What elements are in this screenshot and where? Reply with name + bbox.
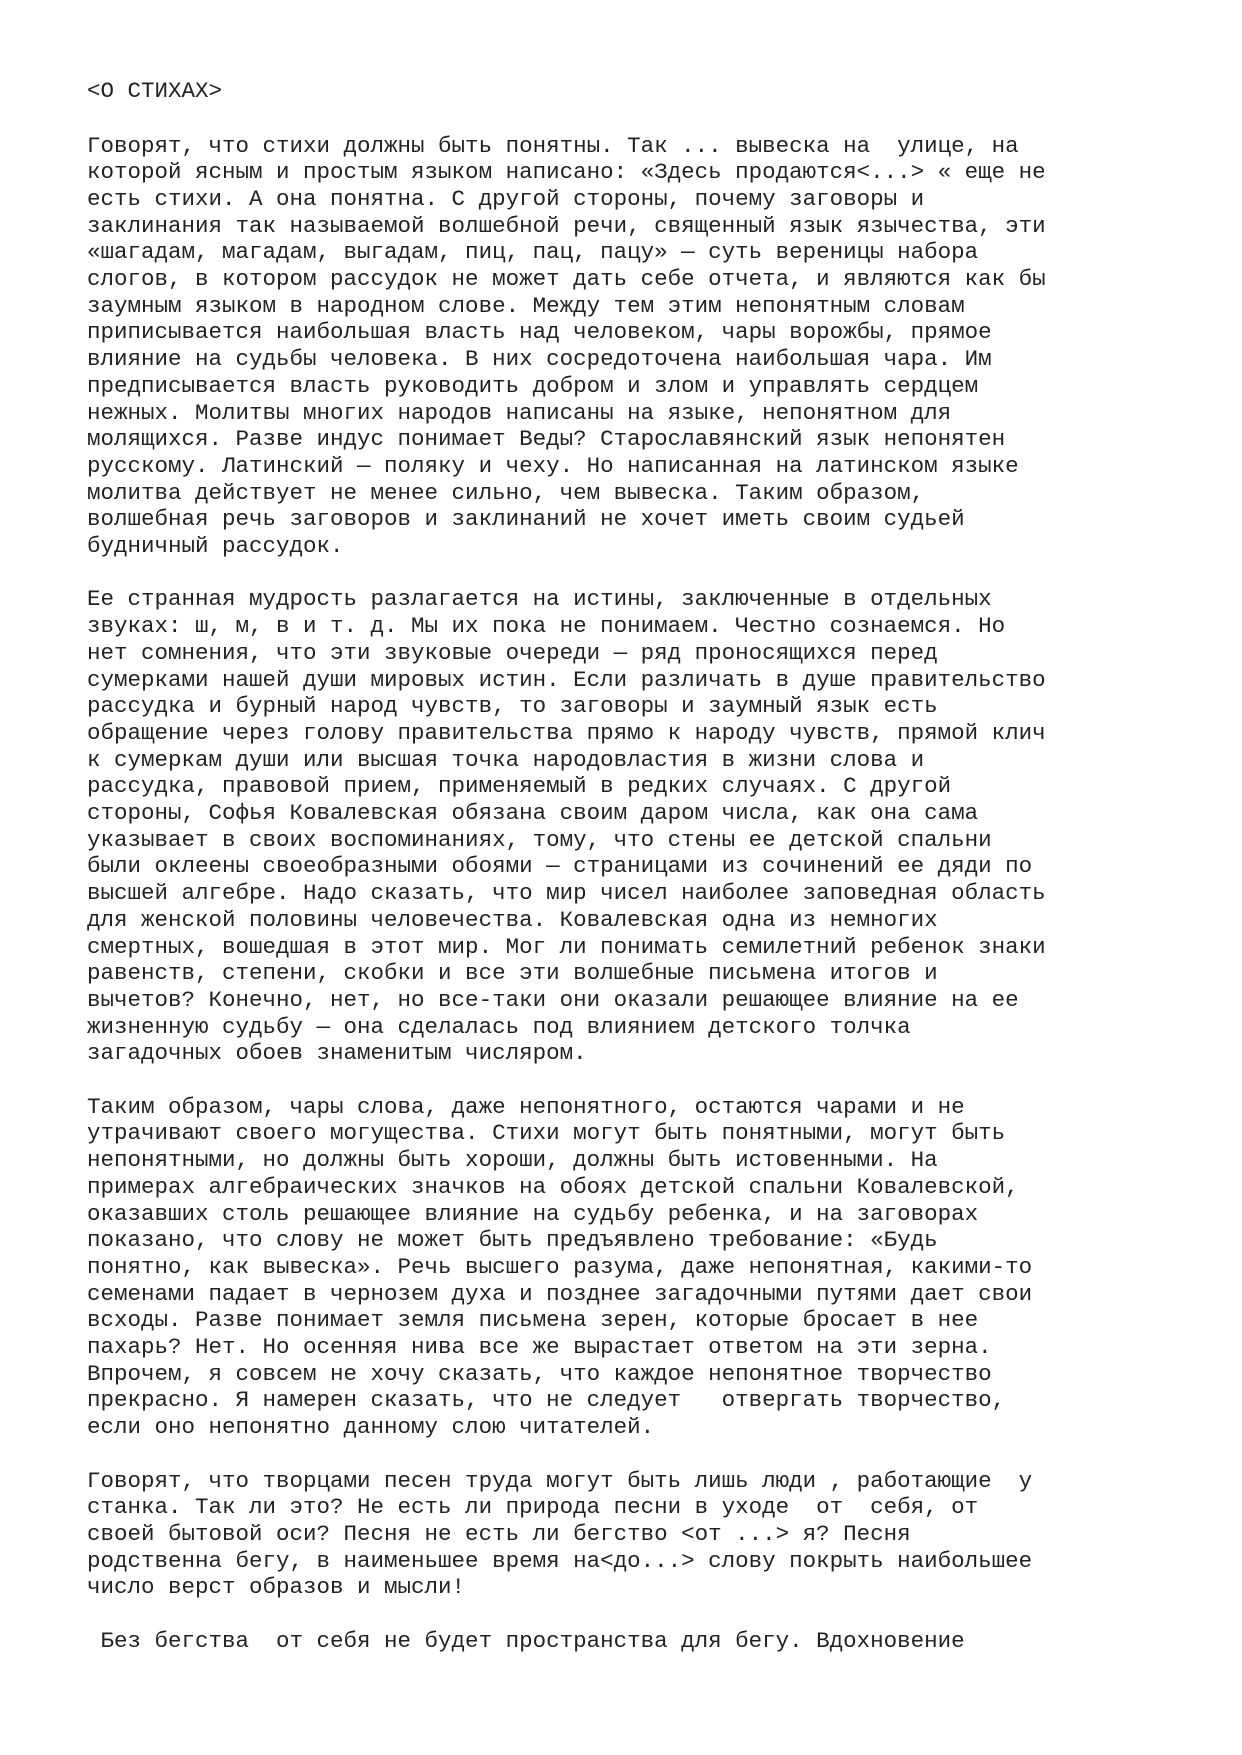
paragraph-1-line: волшебная речь заговоров и заклинаний не хочет иметь своим судьей bbox=[87, 506, 965, 533]
paragraph-3-line: Впрочем, я совсем не хочу сказать, что каждое непонятное творчество bbox=[87, 1360, 992, 1387]
paragraph-1-line: предписывается власть руководить добром и злом и управлять сердцем bbox=[87, 372, 979, 399]
paragraph-2-line: нет сомнения, что эти звуковые очереди — ряд проносящихся перед bbox=[87, 639, 938, 666]
paragraph-1-line: будничный рассудок. bbox=[87, 533, 344, 559]
paragraph-4-line: станка. Так ли это? Не есть ли природа песни в уходе от себя, от bbox=[87, 1494, 979, 1521]
paragraph-3-line: примерах алгебраических значков на обоях детской спальни Ковалевской, bbox=[87, 1173, 1019, 1200]
paragraph-2-line: вычетов? Конечно, нет, но все-таки они оказали решающее влияние на ее bbox=[87, 986, 1019, 1013]
paragraph-2-line: загадочных обоев знаменитым числяром. bbox=[87, 1040, 587, 1067]
paragraph-2-line: к сумеркам души или высшая точка народовластия в жизни слова и bbox=[87, 746, 925, 773]
paragraph-1-line: русскому. Латинский — поляку и чеху. Но написанная на латинском языке bbox=[87, 452, 1019, 479]
paragraph-1-line: приписывается наибольшая власть над человеком, чары ворожбы, прямое bbox=[87, 319, 992, 346]
paragraph-3-line: оказавших столь решающее влияние на судьбу ребенка, и на заговорах bbox=[87, 1200, 979, 1227]
paragraph-2-line: равенств, степени, скобки и все эти волшебные письмена итогов и bbox=[87, 960, 938, 987]
paragraph-1-line: слогов, в котором рассудок не может дать себе отчета, и являются как бы bbox=[87, 266, 1046, 292]
paragraph-4-line: своей бытовой оси? Песня не есть ли бегство <от ...> я? Песня bbox=[87, 1520, 911, 1547]
paragraph-2-line: высшей алгебре. Надо сказать, что мир чисел наиболее заповедная область bbox=[87, 880, 1046, 907]
paragraph-2-line: Ее странная мудрость разлагается на истины, заключенные в отдельных bbox=[87, 586, 992, 613]
paragraph-1-line: Говорят, что стихи должны быть понятны. Так ... вывеска на улице, на bbox=[87, 132, 1019, 159]
paragraph-1-line: молящихся. Разве индус понимает Веды? Старославянский язык непонятен bbox=[87, 426, 1006, 453]
paragraph-1-line: нежных. Молитвы многих народов написаны на языке, непонятном для bbox=[87, 399, 952, 426]
paragraph-1-line: влияние на судьбы человека. В них сосредоточена наибольшая чара. Им bbox=[87, 346, 992, 373]
paragraph-3-line: понятно, как вывеска». Речь высшего разума, даже непонятная, какими-то bbox=[87, 1253, 1033, 1280]
paragraph-4-line: родственна бегу, в наименьшее время на<до...> слову покрыть наибольшее bbox=[87, 1547, 1033, 1574]
paragraph-2-line: для женской половины человечества. Ковалевская одна из немногих bbox=[87, 906, 938, 933]
paragraph-2-line: рассудка, правовой прием, применяемый в редких случаях. С другой bbox=[87, 773, 952, 800]
paragraph-3-line: пахарь? Нет. Но осенняя нива все же вырастает ответом на эти зерна. bbox=[87, 1334, 992, 1360]
paragraph-2-line: указывает в своих воспоминаниях, тому, что стены ее детской спальни bbox=[87, 826, 992, 853]
paragraph-2-line: звуках: ш, м, в и т. д. Мы их пока не понимаем. Честно сознаемся. Но bbox=[87, 613, 1006, 640]
paragraph-3-line: если оно непонятно данному слою читателей. bbox=[87, 1414, 655, 1441]
paragraph-1-line: есть стихи. А она понятна. С другой стороны, почему заговоры и bbox=[87, 185, 925, 212]
paragraph-4-line: Говорят, что творцами песен труда могут быть лишь люди , работающие у bbox=[87, 1467, 1033, 1494]
paragraph-3-line: прекрасно. Я намерен сказать, что не следует отвергать творчество, bbox=[87, 1387, 1006, 1414]
paragraph-1-line: заумным языком в народном слове. Между тем этим непонятным словам bbox=[87, 292, 965, 319]
paragraph-3-line: показано, что слову не может быть предъявлено требование: «Будь bbox=[87, 1227, 938, 1254]
paragraph-2-line: смертных, вошедшая в этот мир. Мог ли понимать семилетний ребенок знаки bbox=[87, 933, 1046, 960]
paragraph-1-line: молитва действует не менее сильно, чем вывеска. Таким образом, bbox=[87, 479, 925, 506]
paragraph-2-line: жизненную судьбу — она сделалась под влиянием детского толчка bbox=[87, 1013, 911, 1040]
paragraph-1-line: заклинания так называемой волшебной речи, священный язык язычества, эти bbox=[87, 212, 1046, 239]
paragraph-1-line: которой ясным и простым языком написано: «Здесь продаются<...> « еще не bbox=[87, 159, 1046, 186]
paragraph-3-line: непонятными, но должны быть хороши, должны быть истовенными. На bbox=[87, 1147, 938, 1174]
paragraph-3-line: утрачивают своего могущества. Стихи могут быть понятными, могут быть bbox=[87, 1120, 1006, 1147]
paragraph-2-line: рассудка и бурный народ чувств, то заговоры и заумный язык есть bbox=[87, 693, 938, 720]
paragraph-1-line: «шагадам, магадам, выгадам, пиц, пац, пацу» — суть вереницы набора bbox=[87, 239, 979, 266]
paragraph-3-line: Таким образом, чары слова, даже непонятного, остаются чарами и не bbox=[87, 1093, 965, 1120]
document-title: <О СТИХАХ> bbox=[87, 78, 223, 104]
paragraph-5-line: Без бегства от себя не будет пространства для бегу. Вдохновение bbox=[87, 1627, 965, 1654]
paragraph-3-line: семенами падает в чернозем духа и позднее загадочными путями дает свои bbox=[87, 1280, 1033, 1307]
paragraph-2-line: стороны, Софья Ковалевская обязана своим даром числа, как она сама bbox=[87, 800, 979, 826]
paragraph-2-line: обращение через голову правительства прямо к народу чувств, прямой клич bbox=[87, 719, 1046, 746]
paragraph-2-line: были оклеены своеобразными обоями — страницами из сочинений ее дяди по bbox=[87, 853, 1033, 880]
paragraph-3-line: всходы. Разве понимает земля письмена зерен, которые бросает в нее bbox=[87, 1307, 979, 1334]
paragraph-2-line: сумерками нашей души мировых истин. Если различать в душе правительство bbox=[87, 666, 1046, 693]
paragraph-4-line: число верст образов и мысли! bbox=[87, 1574, 466, 1601]
